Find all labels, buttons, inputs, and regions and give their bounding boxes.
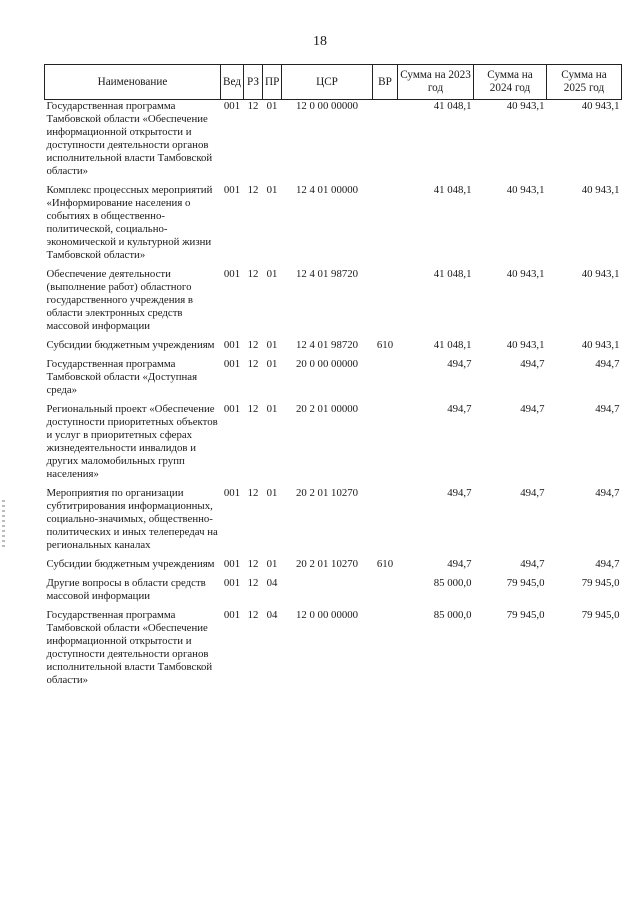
row-csr: 20 2 01 10270: [295, 487, 359, 499]
header-csr: ЦСР: [282, 65, 373, 100]
row-vr: [373, 268, 398, 339]
row-sum-2024: 494,7: [520, 403, 545, 415]
row-pr: 01: [266, 268, 278, 280]
table-row: [45, 577, 622, 609]
row-name: Обеспечение деятельности (выполнение работ) областного государственного учреждения в области электронных средств массовой информации: [46, 268, 194, 332]
row-ved: 001: [223, 339, 241, 351]
row-vr: [373, 577, 398, 609]
table-row: [45, 339, 622, 358]
row-sum-2023: 494,7: [447, 403, 472, 415]
row-name: Субсидии бюджетным учреждениям: [46, 558, 215, 570]
row-csr: 12 4 01 00000: [295, 184, 359, 196]
row-pr: 01: [266, 403, 278, 415]
row-sum-2025: 40 943,1: [581, 100, 620, 112]
row-ved: 001: [223, 268, 241, 280]
table-row: [45, 184, 622, 268]
table-row: [45, 100, 622, 185]
row-vr: [373, 100, 398, 185]
row-sum-2023: 85 000,0: [433, 609, 472, 621]
header-rz: РЗ: [244, 65, 263, 100]
row-csr: 12 4 01 98720: [295, 268, 359, 280]
row-ved: 001: [223, 609, 241, 621]
row-rz: 12: [247, 558, 259, 570]
row-sum-2025: 494,7: [595, 358, 620, 370]
row-sum-2024: 494,7: [520, 487, 545, 499]
row-rz: 12: [247, 358, 259, 370]
table-row: [45, 558, 622, 577]
row-pr: 04: [266, 609, 278, 621]
row-sum-2024: 79 945,0: [506, 577, 545, 589]
row-sum-2024: 494,7: [520, 558, 545, 570]
row-rz: 12: [247, 609, 259, 621]
row-ved: 001: [223, 558, 241, 570]
table-row: [45, 268, 622, 339]
row-name: Субсидии бюджетным учреждениям: [46, 339, 215, 351]
row-sum-2025: 40 943,1: [581, 184, 620, 196]
row-sum-2023: 494,7: [447, 558, 472, 570]
row-sum-2025: 494,7: [595, 558, 620, 570]
row-vr: 610: [376, 339, 394, 351]
row-sum-2025: 79 945,0: [581, 609, 620, 621]
table-body: [45, 100, 622, 694]
row-ved: 001: [223, 403, 241, 415]
row-pr: 01: [266, 184, 278, 196]
row-vr: [373, 358, 398, 403]
row-ved: 001: [223, 184, 241, 196]
budget-table: [44, 64, 622, 693]
table-row: [45, 358, 622, 403]
row-sum-2024: 79 945,0: [506, 609, 545, 621]
row-sum-2023: 41 048,1: [433, 100, 472, 112]
row-name: Другие вопросы в области средств массовой информации: [46, 577, 206, 602]
row-sum-2025: 40 943,1: [581, 339, 620, 351]
row-pr: 01: [266, 558, 278, 570]
row-rz: 12: [247, 577, 259, 589]
row-name: Комплекс процессных мероприятий «Информирование населения о событиях в общественно-политической, социально-экономической и культурной жизни Тамбовской области»: [46, 184, 213, 261]
row-rz: 12: [247, 268, 259, 280]
header-name: Наименование: [45, 65, 221, 100]
row-sum-2023: 494,7: [447, 358, 472, 370]
row-csr: 12 0 00 00000: [295, 609, 359, 621]
table-row: [45, 487, 622, 558]
row-sum-2025: 79 945,0: [581, 577, 620, 589]
header-sum-2025: Сумма на 2025 год: [547, 65, 622, 100]
margin-stamp-mark: [2, 500, 5, 548]
row-csr: 20 0 00 00000: [295, 358, 359, 370]
row-sum-2023: 41 048,1: [433, 184, 472, 196]
row-sum-2023: 494,7: [447, 487, 472, 499]
row-csr: 12 0 00 00000: [295, 100, 359, 112]
row-sum-2024: 494,7: [520, 358, 545, 370]
row-rz: 12: [247, 487, 259, 499]
page-number: 18: [313, 34, 327, 49]
row-csr: 20 2 01 00000: [295, 403, 359, 415]
header-vr: ВР: [373, 65, 398, 100]
row-ved: 001: [223, 100, 241, 112]
row-pr: 01: [266, 100, 278, 112]
row-sum-2023: 41 048,1: [433, 268, 472, 280]
row-ved: 001: [223, 577, 241, 589]
row-csr: [282, 577, 373, 609]
table-header-row: [45, 65, 622, 100]
row-ved: 001: [223, 358, 241, 370]
row-vr: [373, 184, 398, 268]
row-sum-2024: 40 943,1: [506, 268, 545, 280]
row-name: Государственная программа Тамбовской области «Обеспечение информационной открытости и доступности деятельности органов исполнительной власти Тамбовской области»: [46, 100, 213, 177]
row-sum-2024: 40 943,1: [506, 184, 545, 196]
row-sum-2024: 40 943,1: [506, 100, 545, 112]
row-rz: 12: [247, 184, 259, 196]
table-row: [45, 403, 622, 487]
header-pr: ПР: [263, 65, 282, 100]
row-rz: 12: [247, 339, 259, 351]
row-vr: [373, 609, 398, 693]
row-pr: 01: [266, 358, 278, 370]
row-sum-2025: 494,7: [595, 487, 620, 499]
row-rz: 12: [247, 100, 259, 112]
row-name: Государственная программа Тамбовской области «Обеспечение информационной открытости и доступности деятельности органов исполнительной власти Тамбовской области»: [46, 609, 213, 686]
row-sum-2023: 41 048,1: [433, 339, 472, 351]
row-sum-2025: 40 943,1: [581, 268, 620, 280]
row-csr: 20 2 01 10270: [295, 558, 359, 570]
row-sum-2024: 40 943,1: [506, 339, 545, 351]
row-vr: [373, 487, 398, 558]
row-ved: 001: [223, 487, 241, 499]
row-pr: 04: [266, 577, 278, 589]
header-sum-2023: Сумма на 2023 год: [398, 65, 474, 100]
row-name: Региональный проект «Обеспечение доступности приоритетных объектов и услуг в приоритетных сферах жизнедеятельности инвалидов и других маломобильных групп населения»: [46, 403, 218, 480]
row-sum-2025: 494,7: [595, 403, 620, 415]
row-name: Мероприятия по организации субтитрирования информационных, социально-значимых, общественно-политических и иных телепередач на региональных каналах: [46, 487, 218, 551]
table-row: [45, 609, 622, 693]
header-ved: Вед: [221, 65, 244, 100]
row-sum-2023: 85 000,0: [433, 577, 472, 589]
row-name: Государственная программа Тамбовской области «Доступная среда»: [46, 358, 198, 396]
row-pr: 01: [266, 339, 278, 351]
row-vr: [373, 403, 398, 487]
row-pr: 01: [266, 487, 278, 499]
row-rz: 12: [247, 403, 259, 415]
row-vr: 610: [376, 558, 394, 570]
row-csr: 12 4 01 98720: [295, 339, 359, 351]
header-sum-2024: Сумма на 2024 год: [474, 65, 547, 100]
